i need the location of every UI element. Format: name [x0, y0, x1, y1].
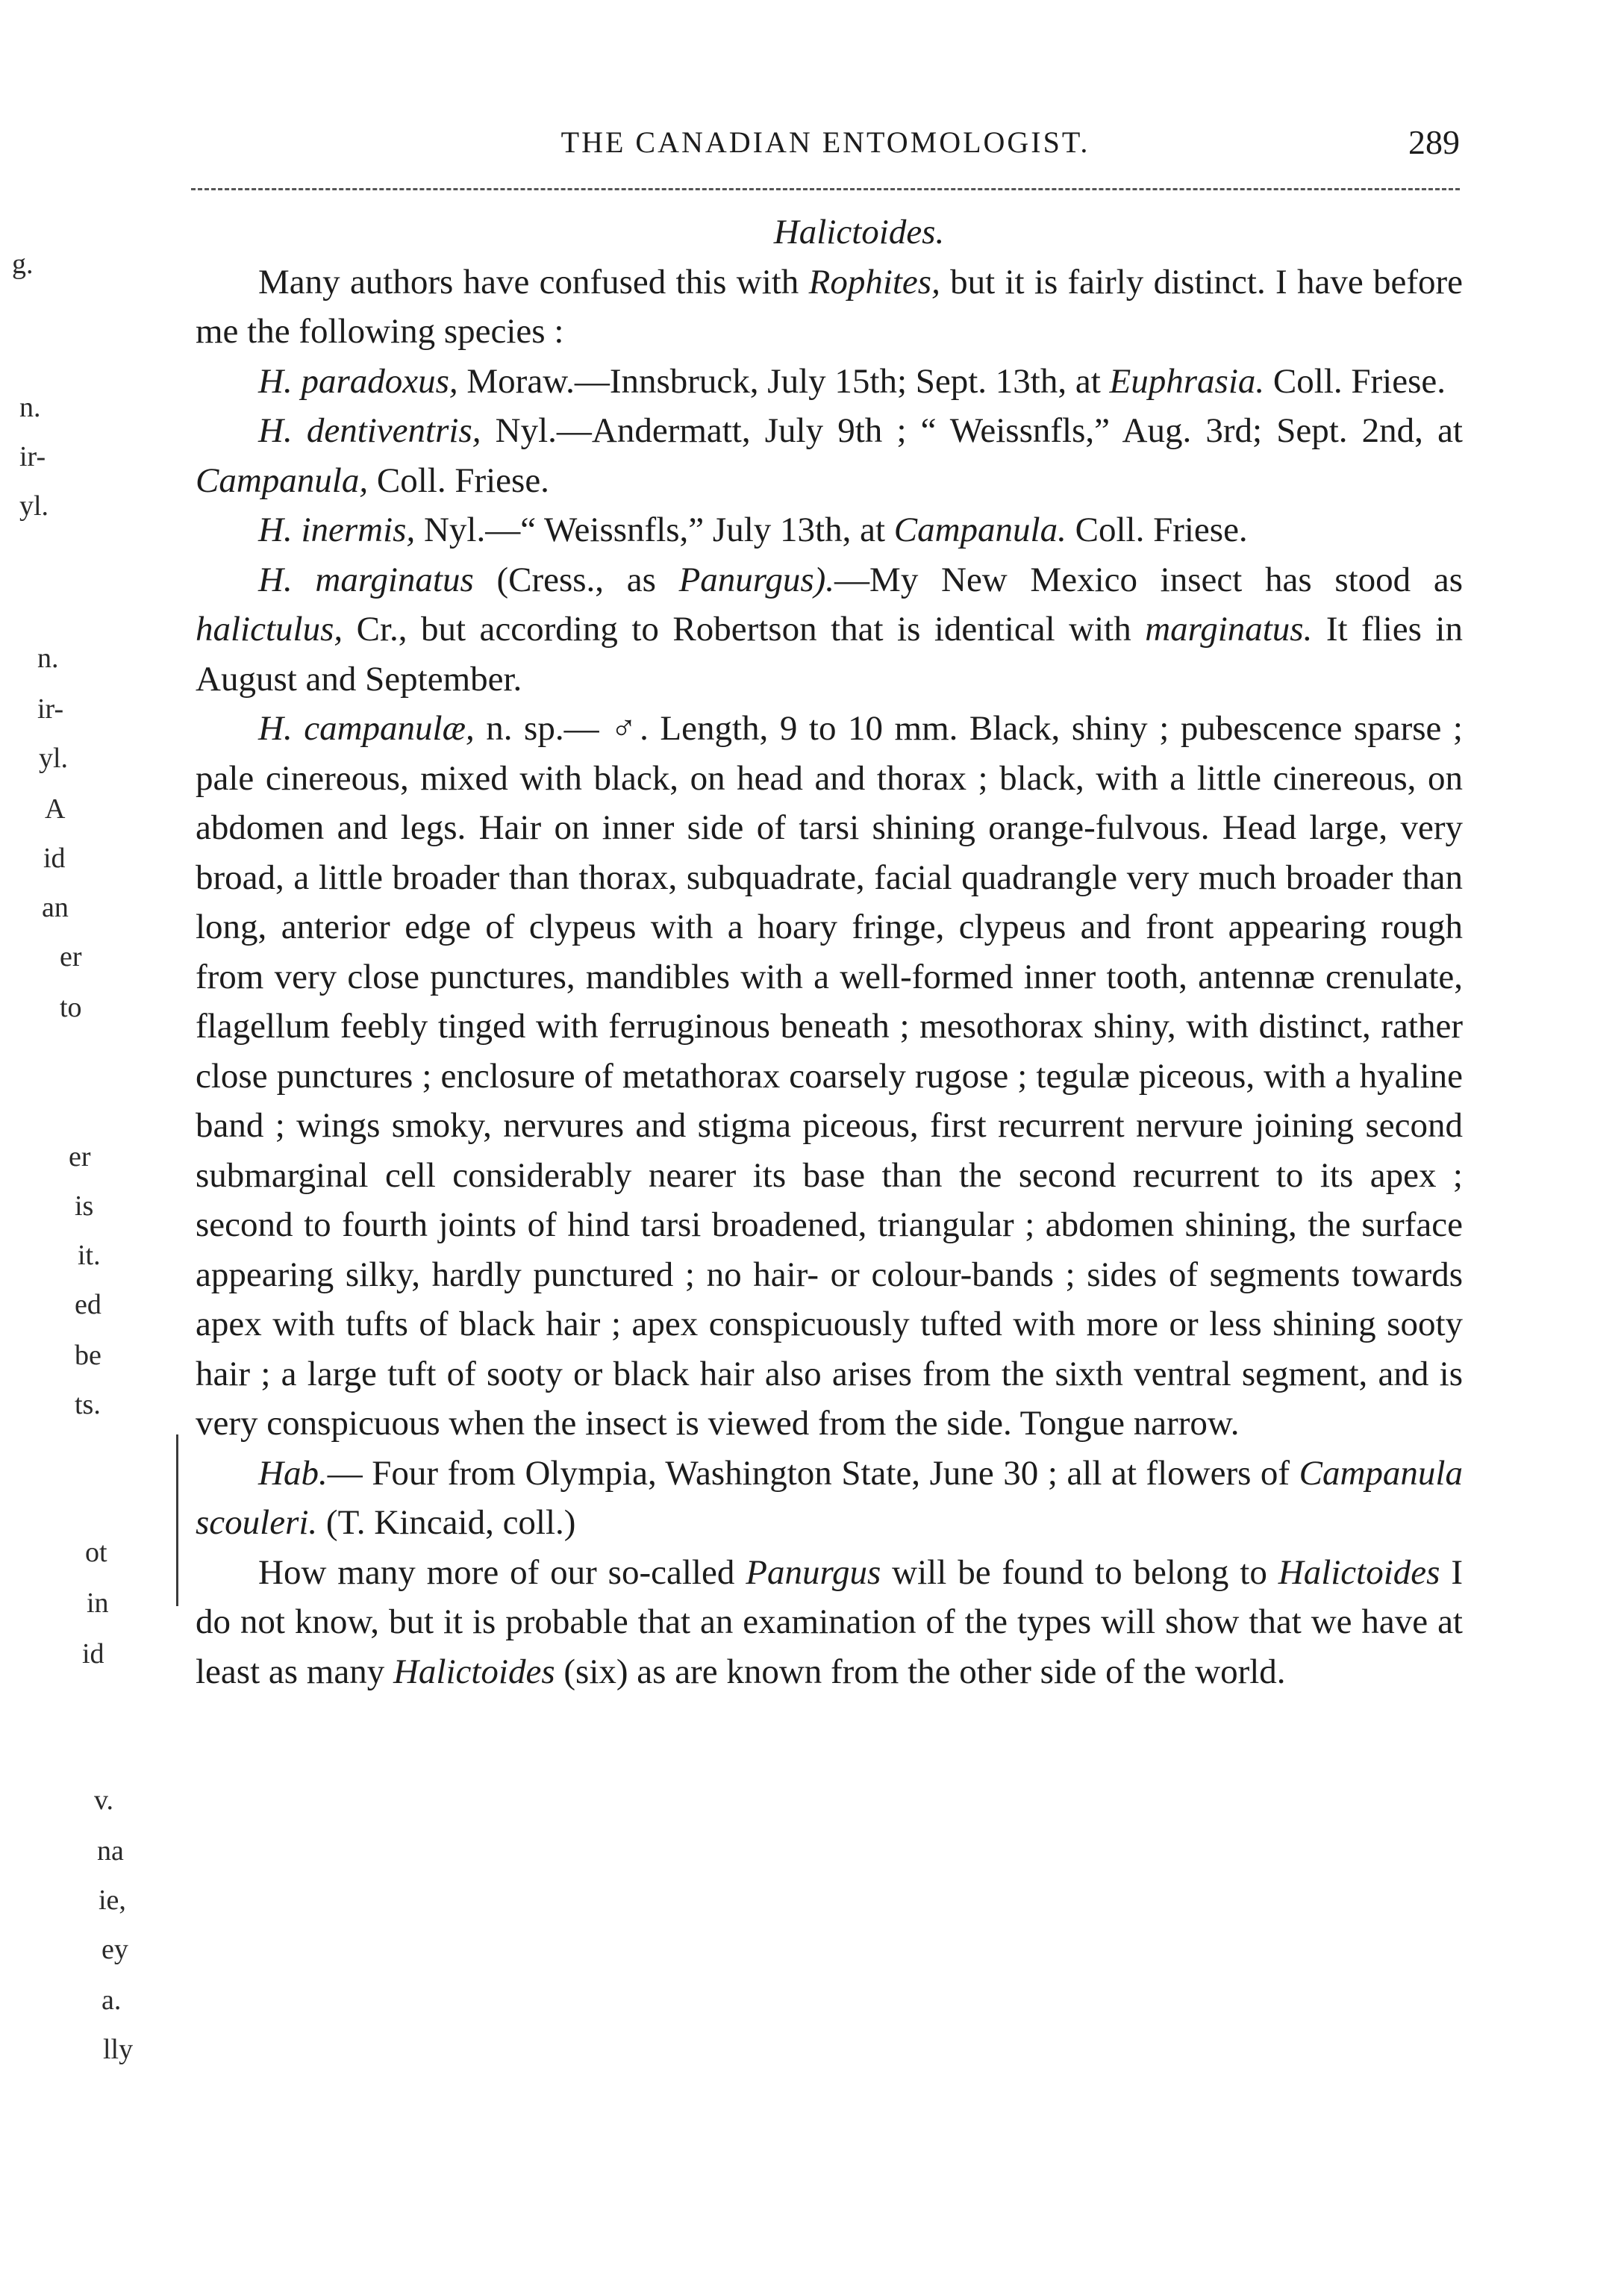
margin-fragment: be: [75, 1340, 102, 1371]
margin-line: [176, 1434, 178, 1606]
margin-fragment: n.: [37, 643, 59, 674]
section-title: Halictoides.: [773, 213, 945, 252]
margin-fragment: ie,: [99, 1885, 126, 1916]
paragraph-intro: [196, 257, 1463, 357]
margin-fragment: lly: [103, 2034, 134, 2065]
species-name: H. paradoxus,: [258, 361, 458, 401]
margin-fragment: an: [42, 892, 69, 923]
text-run: will be found to belong to: [881, 1552, 1278, 1592]
text-run: (six) as are known from the other side of the world.: [555, 1652, 1286, 1691]
paragraph-species-inermis: [196, 505, 1463, 555]
margin-fragment: A: [45, 793, 66, 825]
running-head: [191, 124, 1460, 161]
margin-fragment: ir-: [19, 441, 46, 472]
margin-fragment: yl.: [39, 743, 69, 774]
margin-fragment: g.: [12, 249, 34, 280]
margin-fragment: n.: [19, 392, 41, 423]
species-name: halictulus,: [196, 610, 343, 649]
paragraph-species-marginatus: [196, 555, 1463, 705]
text-run: Nyl.—Andermatt, July 9th ; “ Weissnfls,” Aug. 3rd; Sept. 2nd, at: [481, 411, 1463, 450]
paragraph-habitat: [196, 1449, 1463, 1548]
margin-fragment: id: [43, 843, 66, 874]
genus-name: Halictoides: [1278, 1552, 1440, 1592]
article-body: [196, 207, 1463, 1696]
paragraph-species-dentiventris: [196, 406, 1463, 505]
journal-title: THE CANADIAN ENTOMOLOGIST.: [560, 125, 1090, 159]
text-run: It flies in August and September.: [196, 610, 1463, 699]
text-run: Moraw.—Innsbruck, July 15th; Sept. 13th, at: [457, 361, 1110, 401]
species-name: H. marginatus: [258, 560, 474, 599]
species-name: H. campanulæ,: [258, 709, 475, 748]
margin-fragment: ed: [75, 1289, 102, 1320]
margin-fragment: is: [75, 1190, 94, 1222]
plant-name: Campanula.: [893, 510, 1066, 549]
margin-fragment: ey: [102, 1934, 128, 1965]
text-run: (Cress., as: [473, 560, 679, 599]
paragraph-closing: [196, 1548, 1463, 1697]
text-run: Cr., but according to Robertson that is identical with: [343, 610, 1146, 649]
plant-name: Campanula scouleri.: [196, 1453, 1463, 1542]
text-run: Coll. Friese.: [1264, 361, 1446, 401]
species-description: n. sp.— ♂. Length, 9 to 10 mm. Black, shiny ; pubescence sparse ; pale cinereous, mixed with black, on head and thorax ; black, with a little cinereous, on abdomen and legs. Hair on inner side of tarsi shining orange-fulvous. Head large, very broad, a little broader than thorax, subquadrate, facial quadrangle very much broader than long, anterior edge of clypeus with a hoary fringe, clypeus and front appearing rough from very close punctures, mandibles with a well-formed inner tooth, antennæ crenulate, flagellum feebly tinged with ferruginous beneath ; mesothorax shiny, with distinct, rather close punctures ; enclosure of metathorax coarsely rugose ; tegulæ piceous, with a hyaline band ; wings smoky, nervures and stigma piceous, first recurrent nervure joining second submarginal cell considerably nearer its base than the second recurrent to its apex ; second to fourth joints of hind tarsi broadened, triangular ; abdomen shining, the surface appearing silky, hardly punctured ; no hair- or colour-bands ; sides of segments towards apex with tufts of black hair ; apex conspicuously tufted with more or less shining sooty hair ; a large tuft of sooty or black hair also arises from the sixth ventral segment, and is very conspicuous when the insect is viewed from the side. Tongue narrow.: [196, 709, 1463, 1443]
margin-fragment: in: [87, 1587, 109, 1619]
margin-fragment: ts.: [75, 1389, 101, 1420]
text-run: (T. Kincaid, coll.): [317, 1503, 576, 1542]
margin-fragment: to: [60, 992, 82, 1023]
text-run: I do not know, but it is probable that an examination of the types will show that we have at least as many: [196, 1552, 1463, 1691]
habitat-label: Hab.: [258, 1453, 328, 1493]
text-run: —My New Mexico insect has stood as: [834, 560, 1464, 599]
taxon-name: Rophites,: [808, 262, 940, 302]
margin-fragment: yl.: [19, 490, 49, 522]
text-run: How many more of our so-called: [258, 1552, 746, 1592]
species-name: H. inermis,: [258, 510, 416, 549]
margin-fragment: ir-: [37, 693, 64, 725]
genus-name: Panurgus: [746, 1552, 881, 1592]
margin-fragment: it.: [78, 1240, 101, 1271]
margin-fragment: a.: [102, 1985, 122, 2016]
margin-fragment: er: [69, 1141, 91, 1173]
margin-fragment: ot: [85, 1537, 107, 1568]
text-run: Many authors have confused this with: [258, 262, 809, 302]
margin-fragment: na: [97, 1835, 124, 1867]
plant-name: Campanula,: [196, 460, 369, 500]
text-run: — Four from Olympia, Washington State, June 30 ; all at flowers of: [327, 1453, 1299, 1493]
text-run: Nyl.—“ Weissnfls,” July 13th, at: [415, 510, 894, 549]
species-name: marginatus.: [1145, 610, 1313, 649]
header-rule: [191, 188, 1460, 190]
genus-name: Halictoides: [393, 1652, 555, 1691]
text-run: but it is fairly distinct. I have before me the following species :: [196, 262, 1463, 351]
paragraph-species-campanulae: [196, 704, 1463, 1449]
paragraph-species-paradoxus: [196, 357, 1463, 407]
margin-fragment: er: [60, 941, 82, 972]
text-run: Coll. Friese.: [368, 460, 549, 500]
text-run: Coll. Friese.: [1066, 510, 1248, 549]
genus-name: Panurgus).: [678, 560, 835, 599]
plant-name: Euphrasia.: [1109, 361, 1265, 401]
page-number: 289: [1408, 123, 1460, 161]
margin-fragment: v.: [94, 1785, 114, 1816]
species-name: H. dentiventris,: [258, 411, 481, 450]
margin-fragment: id: [82, 1638, 104, 1670]
